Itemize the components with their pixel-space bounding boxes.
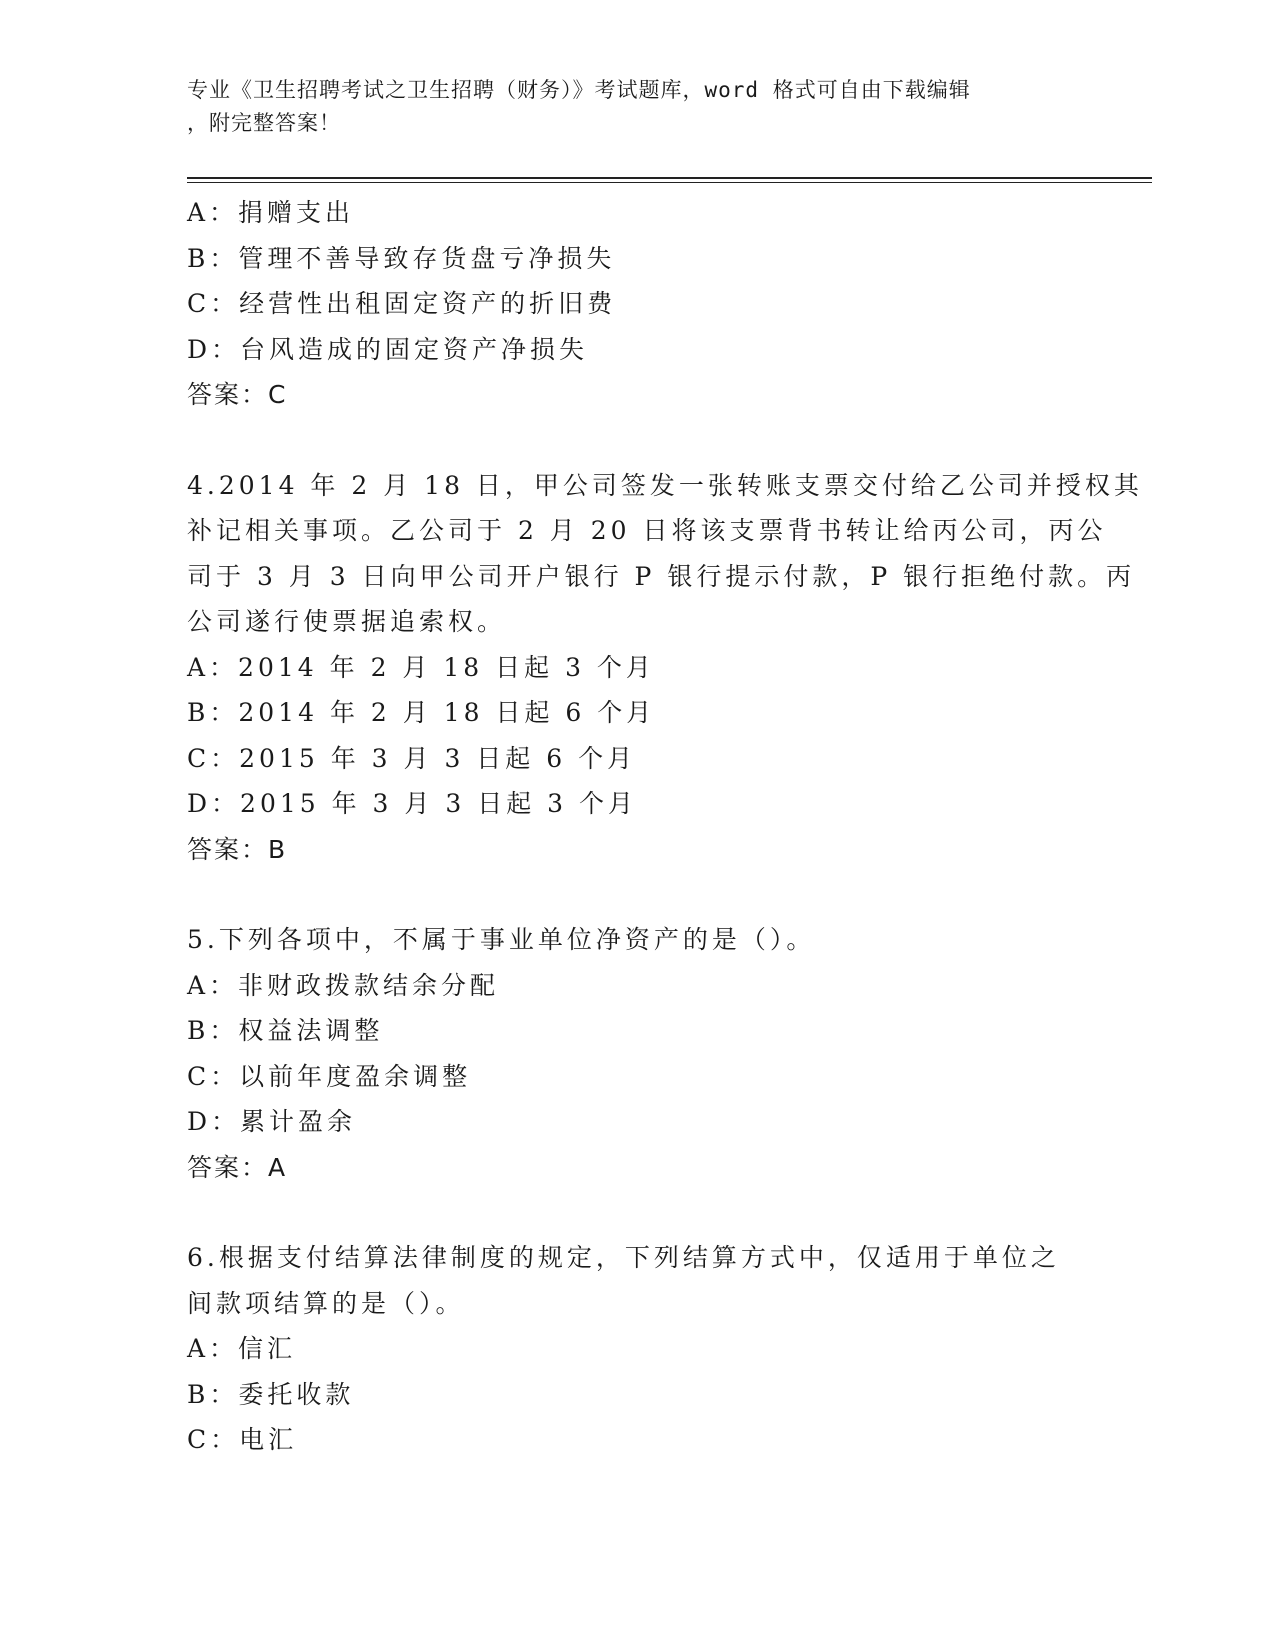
question-stem-line: 4.2014 年 2 月 18 日，甲公司签发一张转账支票交付给乙公司并授权其 xyxy=(187,470,1143,500)
header-line-2: ，附完整答案！ xyxy=(187,111,341,135)
spacer xyxy=(187,418,1087,463)
option-a: A：捐赠支出 xyxy=(187,198,355,227)
question-stem-line: 司于 3 月 3 日向甲公司开户银行 P 银行提示付款，P 银行拒绝付款。丙 xyxy=(187,561,1136,591)
option-a: A：2014 年 2 月 18 日起 3 个月 xyxy=(187,652,655,682)
document-header xyxy=(187,74,1067,140)
question-4 xyxy=(187,463,1143,873)
option-b: B：2014 年 2 月 18 日起 6 个月 xyxy=(187,698,656,727)
question-stem-line: 6.根据支付结算法律制度的规定，下列结算方式中，仅适用于单位之 xyxy=(187,1243,1060,1272)
answer-line: 答案：C xyxy=(187,380,288,409)
header-line-1: 专业《卫生招聘考试之卫生招聘（财务）》考试题库，word 格式可自由下载编辑 xyxy=(187,78,971,102)
option-c: C：2015 年 3 月 3 日起 6 个月 xyxy=(187,743,637,773)
question-stem-line: 公司遂行使票据追索权。 xyxy=(187,607,507,636)
option-d: D：2015 年 3 月 3 日起 3 个月 xyxy=(187,789,638,818)
option-c: C：经营性出租固定资产的折旧费 xyxy=(187,289,617,318)
answer-line: 答案：A xyxy=(187,1152,288,1182)
question-3 xyxy=(187,190,1087,418)
question-content xyxy=(187,190,1143,1463)
spacer xyxy=(187,1190,1087,1235)
option-d: D：台风造成的固定资产净损失 xyxy=(187,334,589,364)
header-divider-thin xyxy=(187,182,1152,183)
question-6 xyxy=(187,1235,1087,1463)
answer-line: 答案：B xyxy=(187,834,288,864)
option-b: B：委托收款 xyxy=(187,1379,355,1409)
option-c: C：以前年度盈余调整 xyxy=(187,1061,472,1091)
question-stem-line: 补记相关事项。乙公司于 2 月 20 日将该支票背书转让给丙公司，丙公 xyxy=(187,516,1107,545)
option-b: B：权益法调整 xyxy=(187,1016,384,1045)
question-5 xyxy=(187,917,1087,1190)
option-a: A：非财政拨款结余分配 xyxy=(187,970,500,1000)
question-stem-line: 间款项结算的是（）。 xyxy=(187,1288,465,1318)
option-c: C：电汇 xyxy=(187,1425,298,1454)
option-d: D：累计盈余 xyxy=(187,1107,357,1136)
question-stem-line: 5.下列各项中，不属于事业单位净资产的是（）。 xyxy=(187,925,816,954)
header-divider-thick xyxy=(187,177,1152,179)
option-a: A：信汇 xyxy=(187,1334,297,1363)
spacer xyxy=(187,872,1087,917)
option-b: B：管理不善导致存货盘亏净损失 xyxy=(187,243,616,273)
